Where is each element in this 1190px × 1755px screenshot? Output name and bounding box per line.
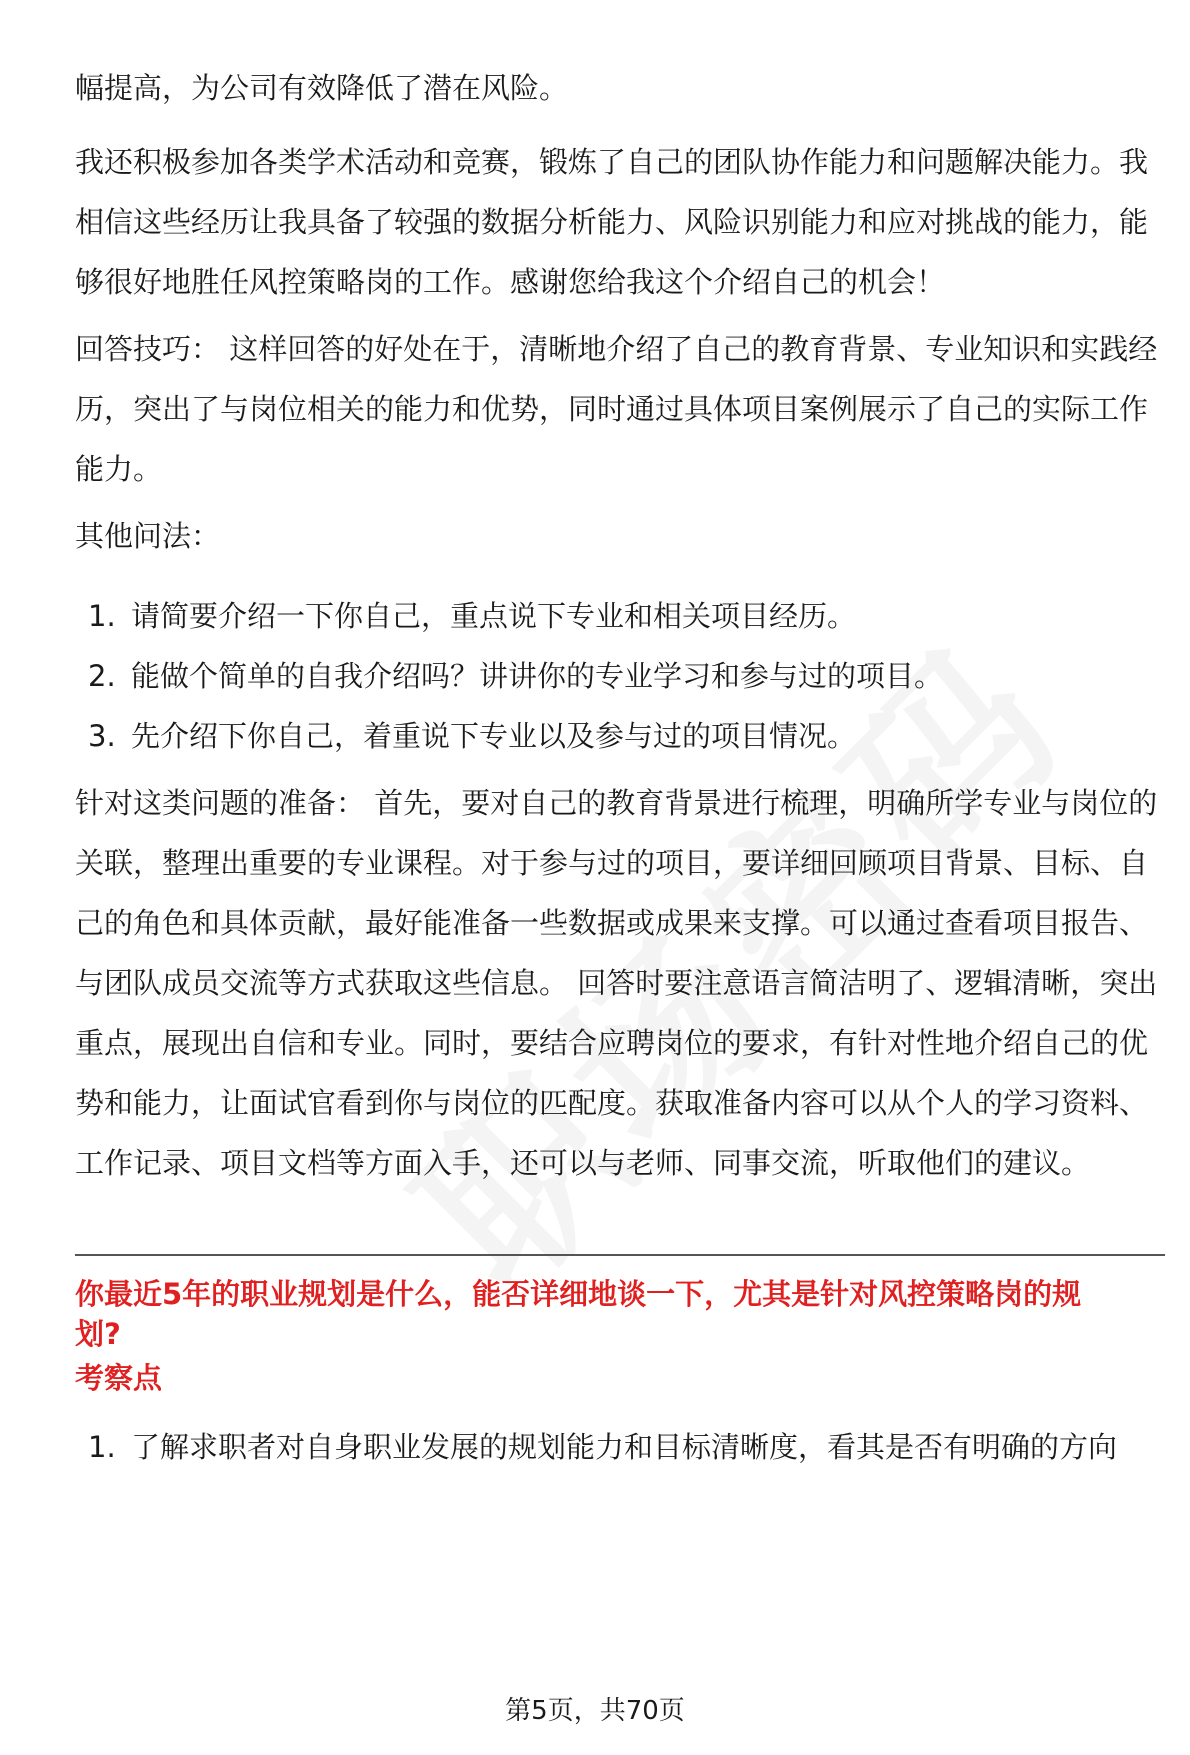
list-item	[75, 646, 1165, 706]
list-item	[75, 1417, 1165, 1477]
list-item-number: 1.	[88, 599, 116, 633]
paragraph-other-questions-label: 其他问法：	[75, 519, 221, 553]
list-item-number: 1.	[88, 1430, 116, 1464]
list-item-text: 请简要介绍一下你自己，重点说下专业和相关项目经历。	[131, 599, 857, 633]
other-questions-list	[75, 586, 1165, 766]
paragraph-answer-tips: 回答技巧： 这样回答的好处在于，清晰地介绍了自己的教育背景、专业知识和实践经历，突出了与岗位相关的能力和优势，同时通过具体项目案例展示了自己的实际工作能力。	[75, 332, 1158, 486]
list-item	[75, 706, 1165, 766]
list-item-text: 了解求职者对自身职业发展的规划能力和目标清晰度，看其是否有明确的方向	[131, 1430, 1118, 1464]
section-divider	[75, 1254, 1165, 1256]
paragraph-preparation: 针对这类问题的准备： 首先，要对自己的教育背景进行梳理，明确所学专业与岗位的关联，整理出重要的专业课程。对于参与过的项目，要详细回顾项目背景、目标、自己的角色和具体贡献，最好能准备一些数据或成果来支撑。可以通过查看项目报告、与团队成员交流等方式获取这些信息。 回答时要注意语言简洁明了、逻辑清晰，突出重点，展现出自信和专业。同时，要结合应聘岗位的要求，有针对性地介绍自己的优势和能力，让面试官看到你与岗位的匹配度。获取准备内容可以从个人的学习资料、工作记录、项目文档等方面入手，还可以与老师、同事交流，听取他们的建议。	[75, 786, 1158, 1180]
list-item-number: 3.	[88, 719, 116, 753]
question-title: 你最近5年的职业规划是什么，能否详细地谈一下，尤其是针对风控策略岗的规划?	[75, 1277, 1082, 1351]
list-item-text: 能做个简单的自我介绍吗？讲讲你的专业学习和参与过的项目。	[131, 659, 944, 693]
list-item	[75, 586, 1165, 646]
paragraph-continuation: 幅提高，为公司有效降低了潜在风险。	[75, 71, 569, 105]
assessment-points-list	[75, 1417, 1165, 1477]
list-item-number: 2.	[88, 659, 116, 693]
paragraph-experience: 我还积极参加各类学术活动和竞赛，锻炼了自己的团队协作能力和问题解决能力。我相信这些经历让我具备了较强的数据分析能力、风险识别能力和应对挑战的能力，能够很好地胜任风控策略岗的工作。感谢您给我这个介绍自己的机会！	[75, 145, 1149, 299]
list-item-text: 先介绍下你自己，着重说下专业以及参与过的项目情况。	[131, 719, 857, 753]
section-heading-assessment: 考察点	[75, 1361, 163, 1395]
page-footer: 第5页，共70页	[505, 1696, 685, 1726]
